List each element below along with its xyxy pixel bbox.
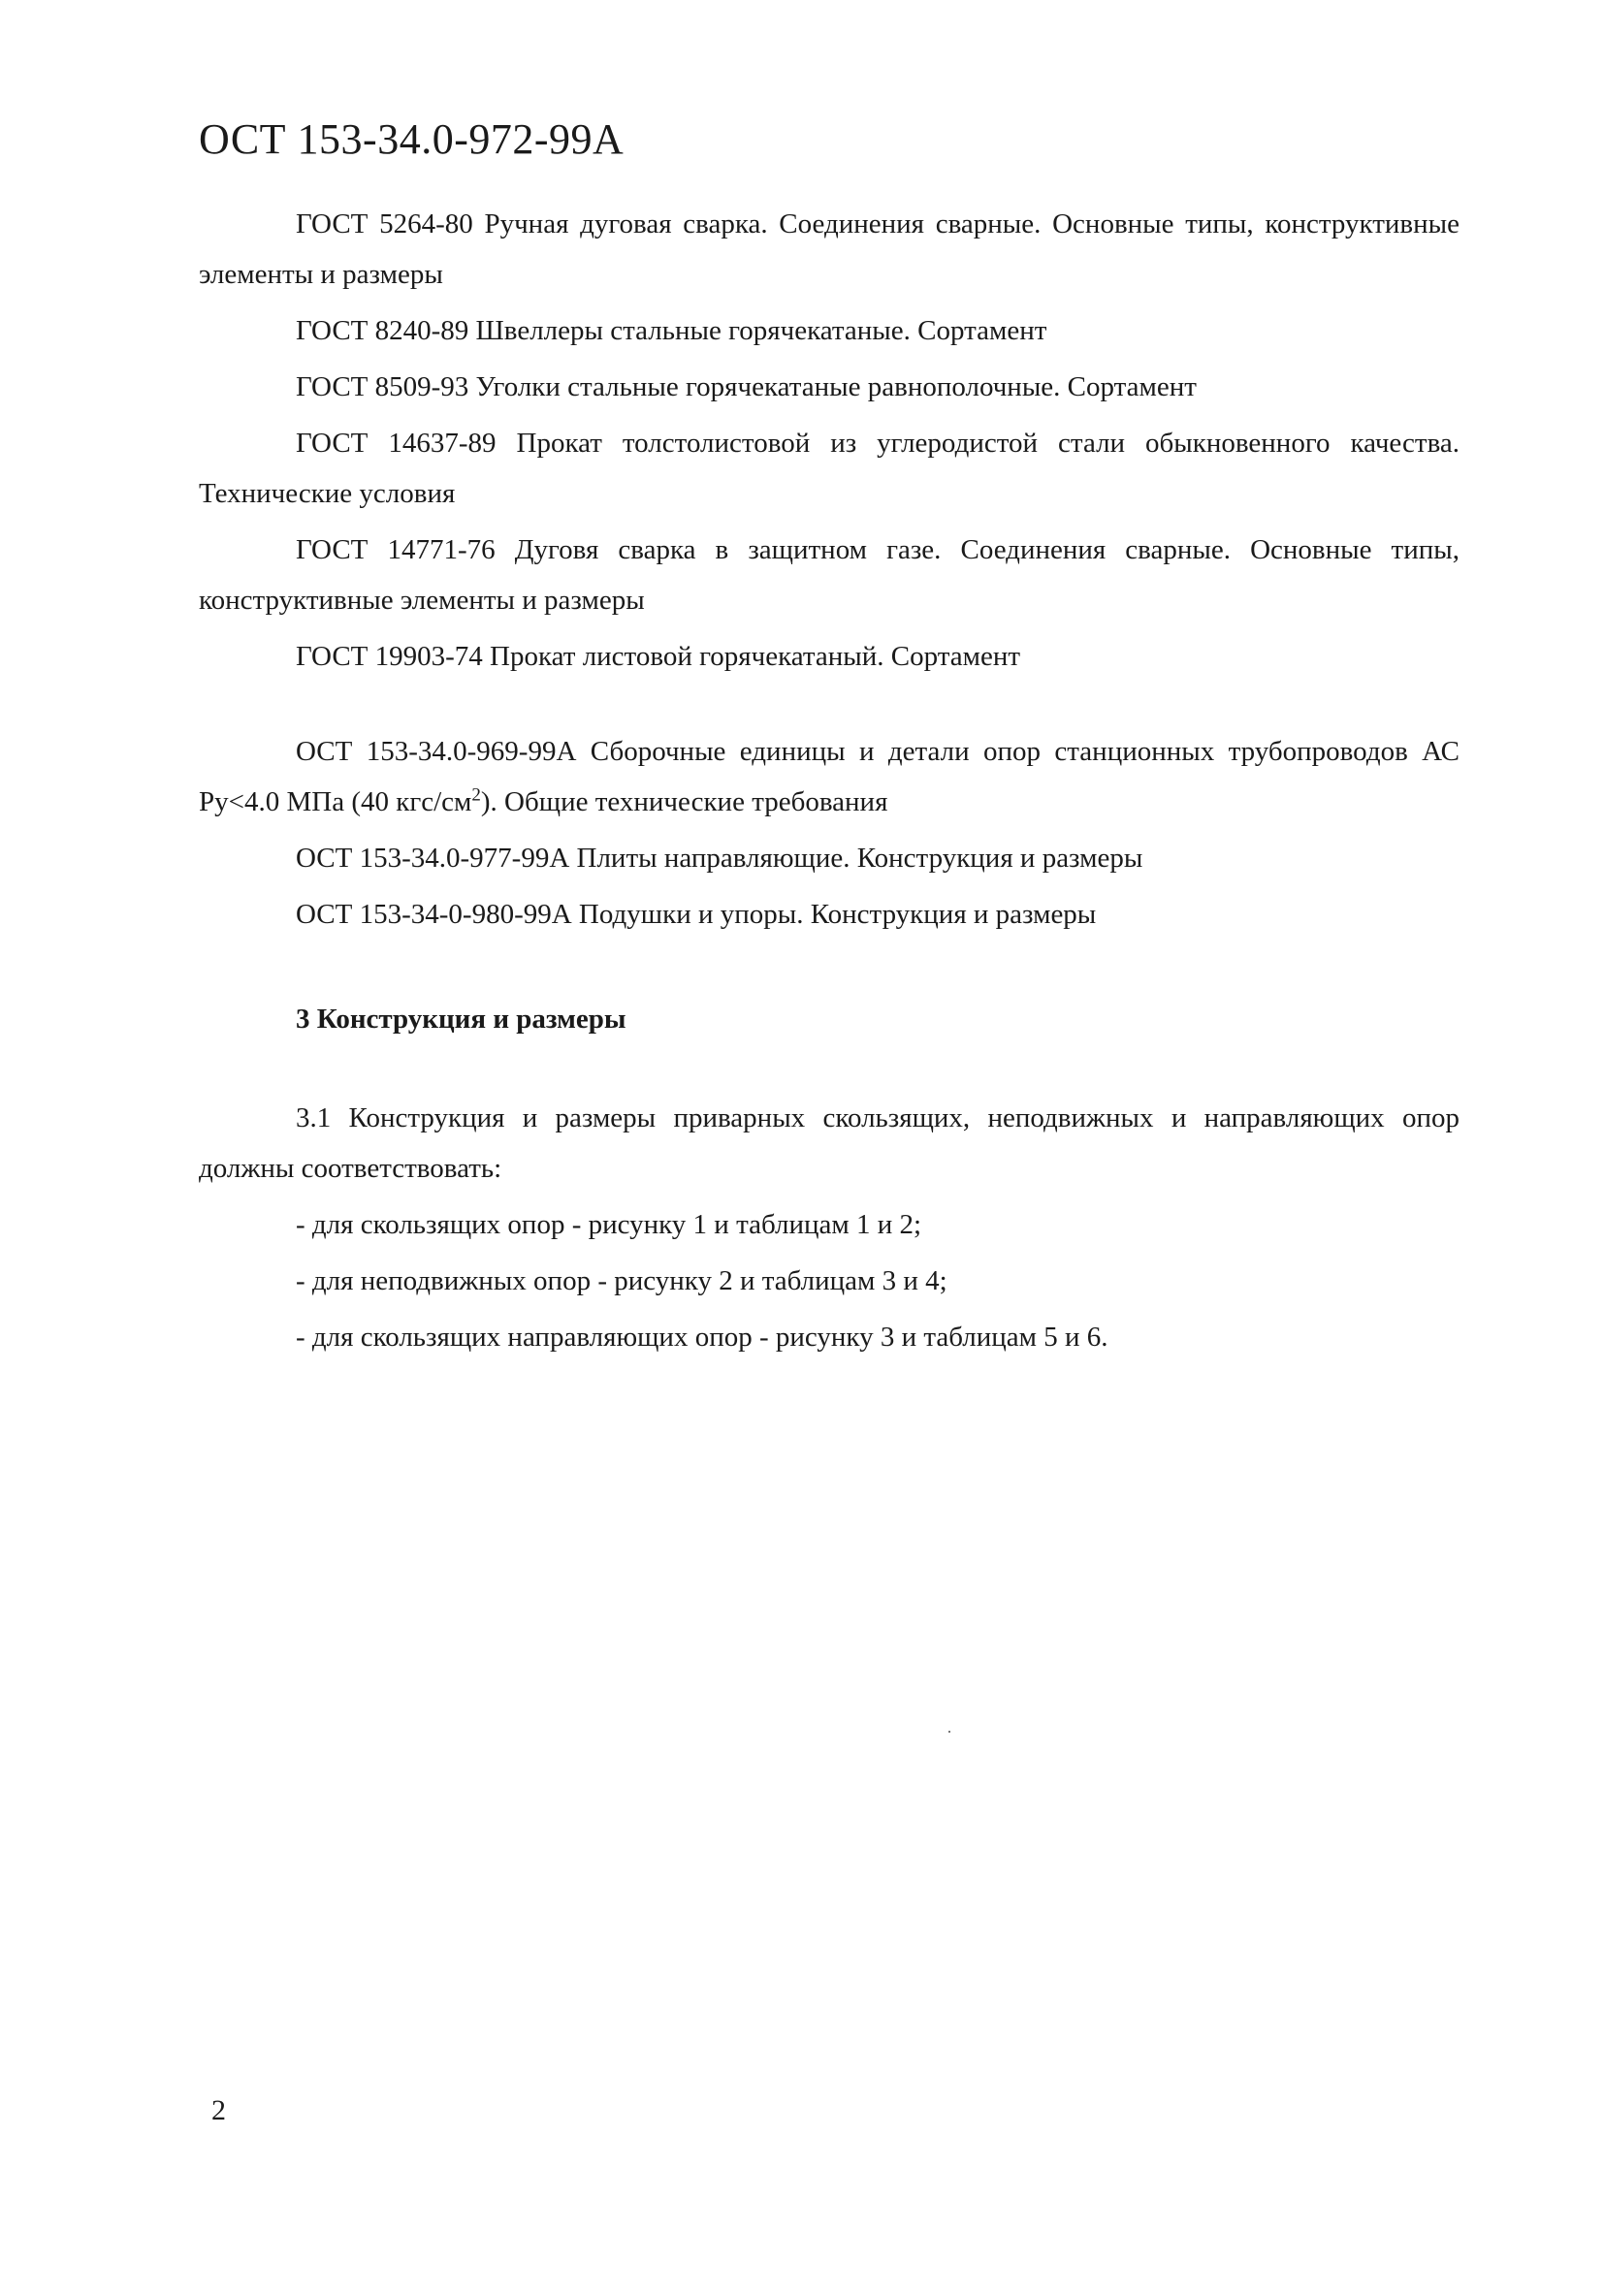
spacer bbox=[199, 945, 1460, 994]
spacer bbox=[199, 1044, 1460, 1093]
list-item-sliding: - для скользящих опор - рисунку 1 и таблицам 1 и 2; bbox=[296, 1209, 922, 1240]
reference-ost-977: ОСТ 153-34.0-977-99А Плиты направляющие. Конструкция и размеры bbox=[296, 843, 1143, 874]
reference-gost-14637: ГОСТ 14637-89 Прокат толстолистовой из углеродистой стали обыкновенного качества. Технические условия bbox=[199, 428, 1460, 509]
reference-gost-8509: ГОСТ 8509-93 Уголки стальные горячекатаные равнополочные. Сортамент bbox=[296, 371, 1197, 402]
reference-gost-19903: ГОСТ 19903-74 Прокат листовой горячекатаный. Сортамент bbox=[296, 641, 1021, 672]
reference-gost-8240: ГОСТ 8240-89 Швеллеры стальные горячекатаные. Сортамент bbox=[296, 315, 1047, 346]
section-title: 3 Конструкция и размеры bbox=[296, 1004, 626, 1035]
scan-speck bbox=[948, 1731, 950, 1733]
reference-ost-969-text: ОСТ 153-34.0-969-99А Сборочные единицы и детали опор станционных трубопроводов АС Ру<4.0 МПа (40 кгс/см bbox=[199, 736, 1460, 817]
reference-ost-980: ОСТ 153-34-0-980-99А Подушки и упоры. Конструкция и размеры bbox=[296, 899, 1097, 930]
superscript: 2 bbox=[471, 784, 481, 806]
list-item-fixed: - для неподвижных опор - рисунку 2 и таблицам 3 и 4; bbox=[296, 1265, 947, 1296]
page-number: 2 bbox=[211, 2094, 226, 2126]
spacer bbox=[199, 687, 1460, 726]
list-item-guided: - для скользящих направляющих опор - рисунку 3 и таблицам 5 и 6. bbox=[296, 1322, 1108, 1353]
document-code-header: ОСТ 153-34.0-972-99А bbox=[199, 115, 625, 163]
clause-3-1: 3.1 Конструкция и размеры приварных скользящих, неподвижных и направляющих опор должны соответствовать: bbox=[199, 1102, 1460, 1184]
reference-gost-5264: ГОСТ 5264-80 Ручная дуговая сварка. Соединения сварные. Основные типы, конструктивные элементы и размеры bbox=[199, 208, 1460, 290]
document-body bbox=[199, 199, 1460, 1368]
reference-gost-14771: ГОСТ 14771-76 Дуговя сварка в защитном газе. Соединения сварные. Основные типы, конструктивные элементы и размеры bbox=[199, 534, 1460, 616]
reference-ost-969-text-end: ). Общие технические требования bbox=[480, 786, 888, 817]
reference-ost-969 bbox=[199, 726, 1460, 827]
